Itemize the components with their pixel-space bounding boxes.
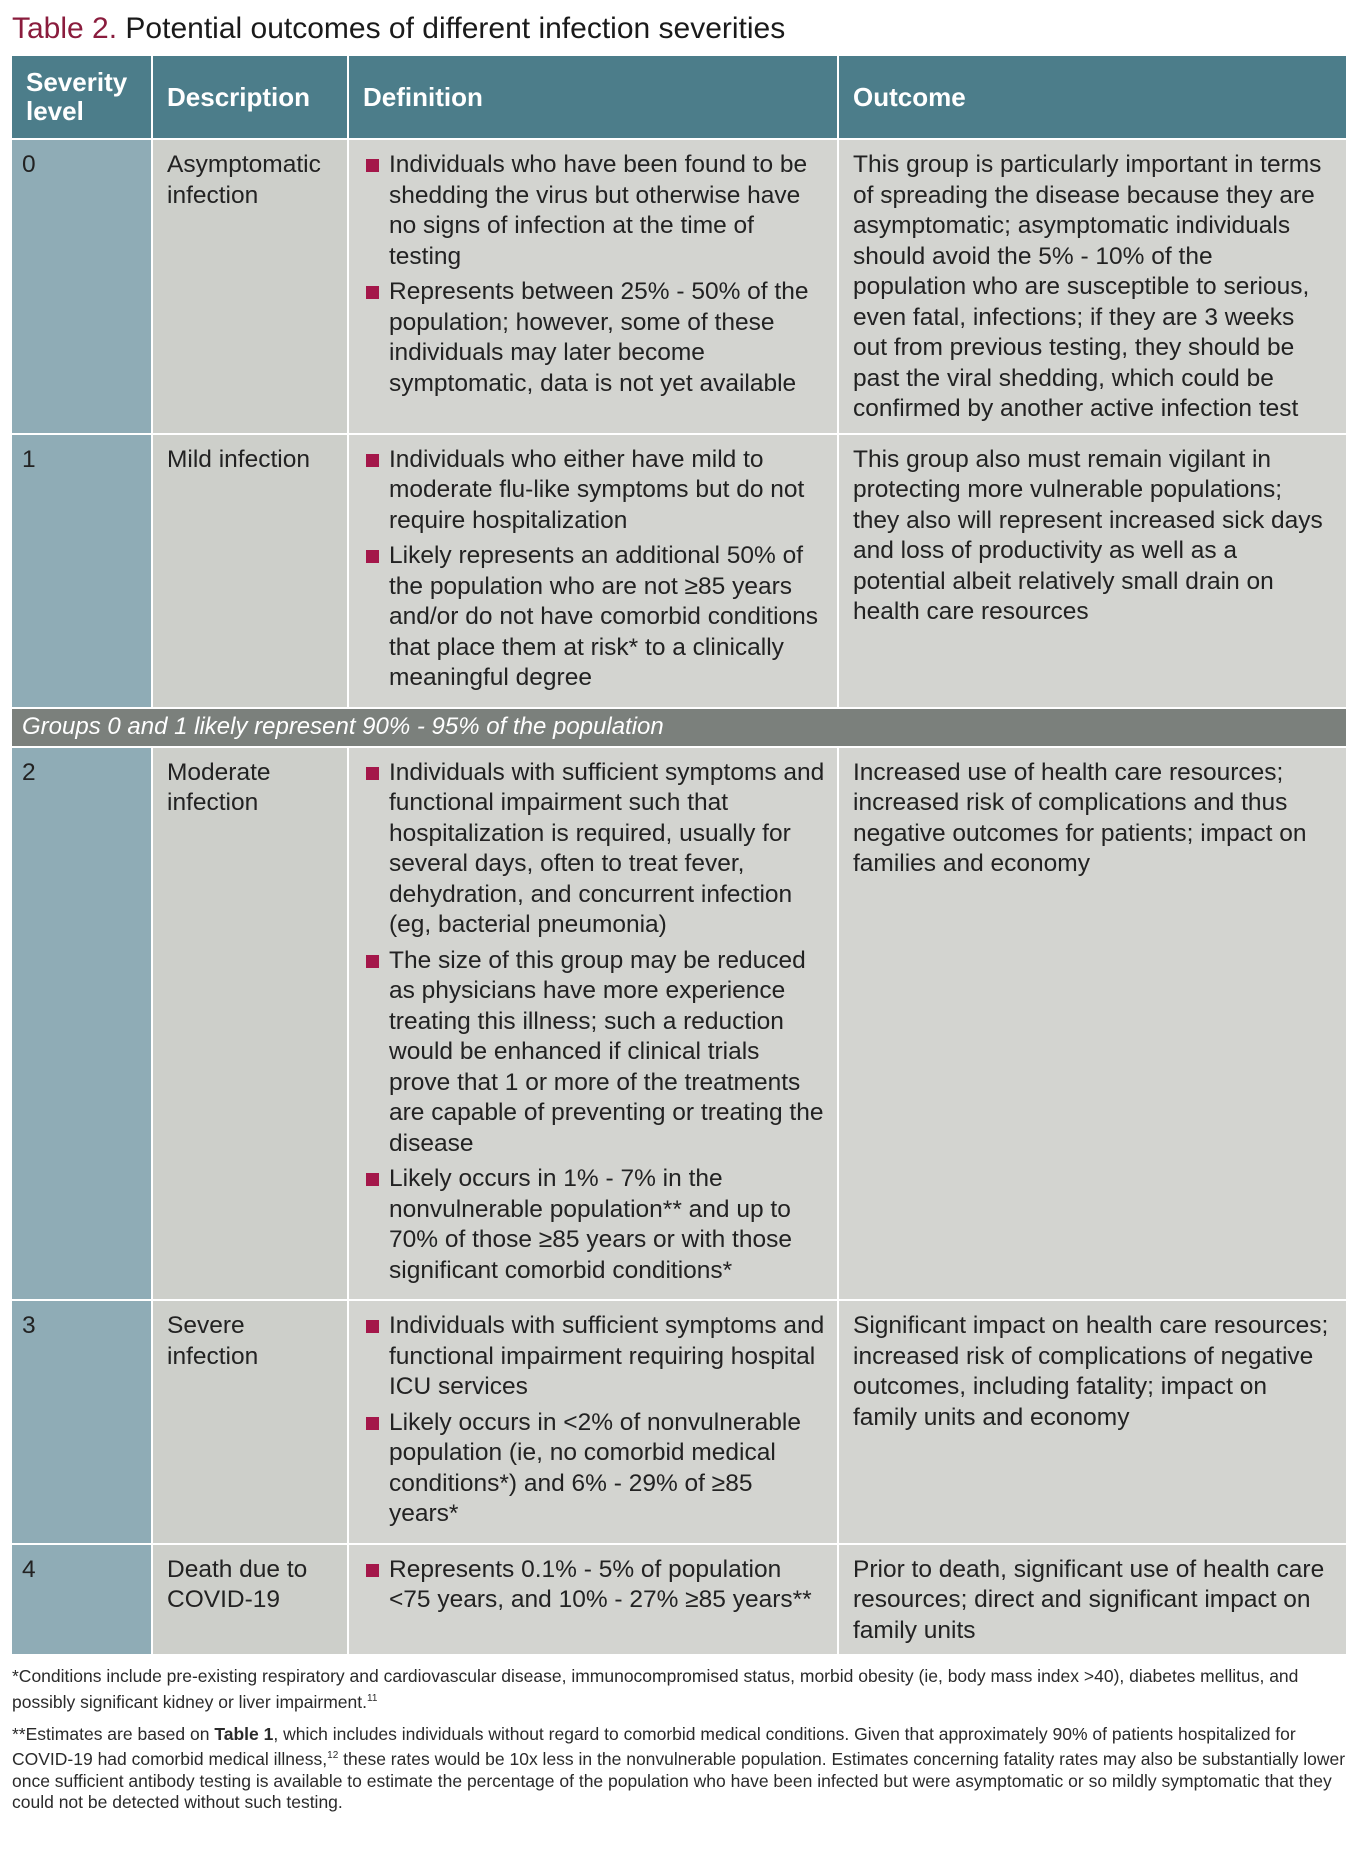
definition-item xyxy=(365,946,825,1160)
outcome-cell: Significant impact on health care resources; increased risk of complications of negative outcomes, including fatality; impact on family units and economy xyxy=(838,1300,1346,1544)
outcome-cell: This group also must remain vigilant in protecting more vulnerable populations; they also will represent increased sick days and loss of productivity as well as a potential albeit relatively small drain on health care resources xyxy=(838,434,1346,708)
severity-level-cell: 1 xyxy=(12,434,152,708)
definition-cell xyxy=(348,1544,838,1655)
severity-table xyxy=(12,56,1346,1654)
outcome-cell: Prior to death, significant use of health care resources; direct and significant impact on family units xyxy=(838,1544,1346,1655)
definition-text: The size of this group may be reduced as physicians have more experience treating this illness; such a reduction would be enhanced if clinical trials prove that 1 or more of the treatments are capable of preventing or treating the disease xyxy=(389,946,824,1157)
definition-text: Represents between 25% - 50% of the population; however, some of these individuals may later become symptomatic, data is not yet available xyxy=(389,278,809,397)
footnote-ref: 11 xyxy=(367,1692,378,1704)
severity-level-cell: 2 xyxy=(12,747,152,1301)
table-title xyxy=(12,12,785,46)
table-row xyxy=(12,1300,1346,1544)
group-note-row xyxy=(12,708,1346,747)
severity-level-cell: 0 xyxy=(12,139,152,434)
definition-item xyxy=(365,445,825,537)
table-row xyxy=(12,434,1346,708)
bullet-icon xyxy=(366,550,379,563)
table-row xyxy=(12,747,1346,1301)
definition-item xyxy=(365,1408,825,1530)
definition-cell xyxy=(348,139,838,434)
header-outcome: Outcome xyxy=(838,56,1346,139)
table-label: Table 2. xyxy=(12,12,118,45)
bullet-icon xyxy=(366,1320,379,1333)
definition-text: Likely occurs in 1% - 7% in the nonvulnerable population** and up to 70% of those ≥85 years or with those significant comorbid conditions* xyxy=(389,1165,792,1284)
definition-item xyxy=(365,150,825,272)
description-cell: Mild infection xyxy=(152,434,348,708)
definition-item xyxy=(365,1555,825,1616)
header-severity-level: Severity level xyxy=(12,56,152,139)
footnote-bold: Table 1 xyxy=(214,1723,274,1744)
definition-text: Represents 0.1% - 5% of population <75 years, and 10% - 27% ≥85 years** xyxy=(389,1555,812,1613)
definition-text: Individuals with sufficient symptoms and functional impairment requiring hospital ICU services xyxy=(389,1312,825,1400)
definition-text: Individuals who either have mild to moderate flu-like symptoms but do not require hospitalization xyxy=(389,445,805,534)
bullet-icon xyxy=(366,454,379,467)
description-cell: Asymptomatic infection xyxy=(152,139,348,434)
severity-level-cell: 3 xyxy=(12,1300,152,1544)
bullet-icon xyxy=(366,1564,379,1577)
description-cell: Death due to COVID-19 xyxy=(152,1544,348,1655)
definition-cell xyxy=(348,434,838,708)
definition-cell xyxy=(348,747,838,1301)
group-note: Groups 0 and 1 likely represent 90% - 95% of the population xyxy=(12,708,1346,747)
footnote-text: these rates would be 10x less in the nonvulnerable population. Estimates concerning fatality rates may also be substantially lower once sufficient antibody testing is available to estimate the percentage of the population who have been infected but were asymptomatic or so mildly symptomatic that they could not be detected without such testing. xyxy=(12,1749,1346,1813)
definition-cell xyxy=(348,1300,838,1544)
header-definition: Definition xyxy=(348,56,838,139)
outcome-cell: Increased use of health care resources; increased risk of complications and thus negative outcomes for patients; impact on families and economy xyxy=(838,747,1346,1301)
footnote-text: **Estimates are based on xyxy=(12,1723,210,1744)
definition-text: Likely represents an additional 50% of the population who are not ≥85 years and/or do not have comorbid conditions that place them at risk* to a clinically meaningful degree xyxy=(389,542,819,691)
definition-text: Likely occurs in <2% of nonvulnerable population (ie, no comorbid medical conditions*) and 6% - 29% of ≥85 years* xyxy=(389,1408,801,1527)
header-row xyxy=(12,56,1346,139)
footnote-estimates xyxy=(12,1724,1346,1814)
definition-item xyxy=(365,758,825,941)
table-row xyxy=(12,139,1346,434)
description-cell: Severe infection xyxy=(152,1300,348,1544)
bullet-icon xyxy=(366,286,379,299)
table-row xyxy=(12,1544,1346,1655)
definition-item xyxy=(365,1164,825,1286)
definition-text: Individuals with sufficient symptoms and functional impairment such that hospitalization is required, usually for several days, often to treat fever, dehydration, and concurrent infection (eg, bacterial pneumonia) xyxy=(389,758,825,938)
bullet-icon xyxy=(366,1417,379,1430)
footnotes xyxy=(12,1666,1346,1825)
definition-item xyxy=(365,277,825,399)
outcome-cell: This group is particularly important in terms of spreading the disease because they are asymptomatic; asymptomatic individuals should avoid the 5% - 10% of the population who are susceptible to serious, even fatal, infections; if they are 3 weeks out from previous testing, they should be past the viral shedding, which could be confirmed by another active infection test xyxy=(838,139,1346,434)
bullet-icon xyxy=(366,767,379,780)
severity-level-cell: 4 xyxy=(12,1544,152,1655)
description-cell: Moderate infection xyxy=(152,747,348,1301)
bullet-icon xyxy=(366,159,379,172)
footnote-text: , which includes individuals without regard to comorbid medical conditions. Given that approximately 90% of patients hospitalized for COVID-19 had comorbid medical illness, xyxy=(12,1723,1296,1770)
footnote-text: *Conditions include pre-existing respiratory and cardiovascular disease, immunocompromised status, morbid obesity (ie, body mass index >40), diabetes mellitus, and possibly significant kidney or liver impairment. xyxy=(12,1666,1299,1712)
footnote-ref: 12 xyxy=(327,1750,339,1762)
header-description: Description xyxy=(152,56,348,139)
footnote-conditions xyxy=(12,1666,1346,1713)
definition-item xyxy=(365,1311,825,1403)
table-title-text: Potential outcomes of different infection severities xyxy=(125,12,786,45)
definition-item xyxy=(365,541,825,694)
bullet-icon xyxy=(366,955,379,968)
bullet-icon xyxy=(366,1173,379,1186)
definition-text: Individuals who have been found to be shedding the virus but otherwise have no signs of infection at the time of testing xyxy=(389,151,808,270)
